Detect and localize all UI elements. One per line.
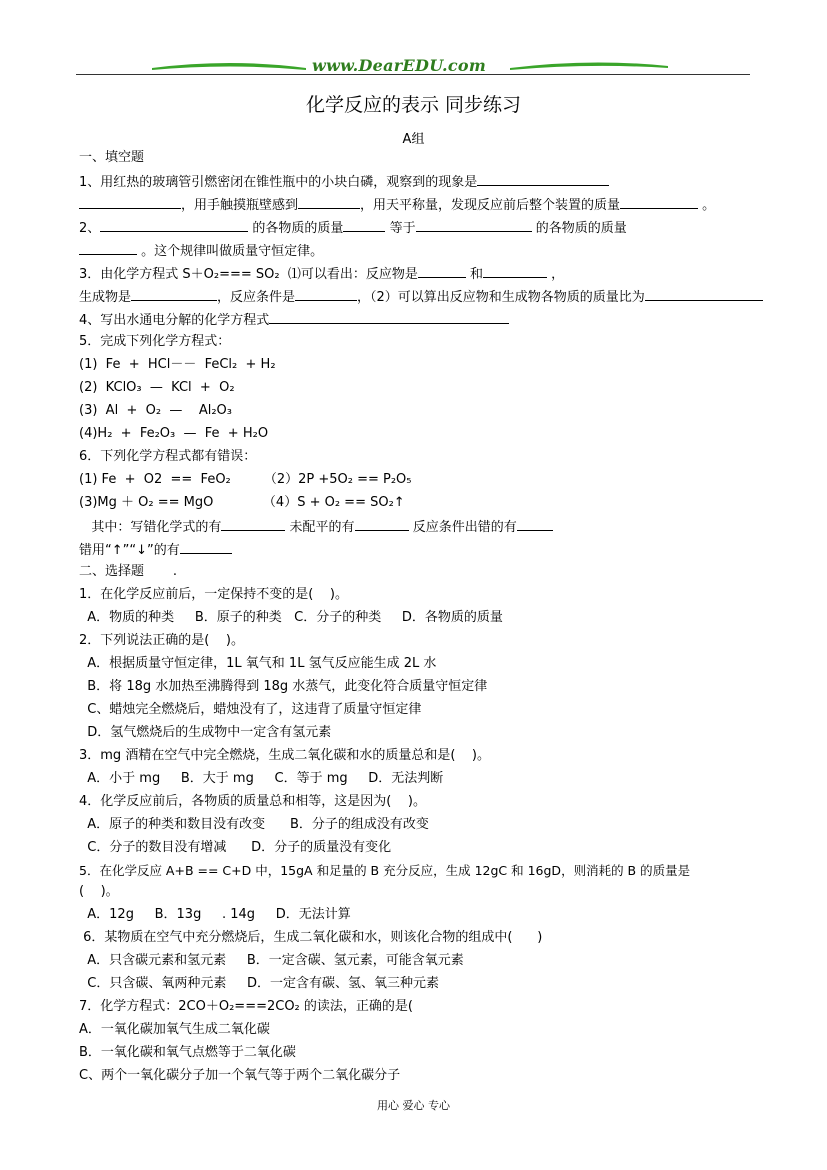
equation-line: (3)Mg ＋ O₂ == MgO （4）S + O₂ == SO₂↑ [79,495,405,510]
equation-line: (4)H₂ + Fe₂O₃ — Fe + H₂O [79,426,269,441]
equation-line: (1) Fe + O2 == FeO₂ （2）2P +5O₂ == P₂O₅ [79,472,412,487]
question-text: ， [551,267,565,282]
options-line: B．一氧化碳和氧气点燃等于二氧化碳 [79,1045,296,1060]
answer-blank [343,219,385,232]
question-text: 其中：写错化学式的有 [79,520,222,535]
question-line [79,288,763,306]
options-line: A．只含碳元素和氢元素 B．一定含碳、氢元素，可能含氧元素 [79,953,464,968]
question-line: 6．某物质在空气中充分燃烧后，生成二氧化碳和水，则该化合物的组成中( ) [79,930,543,945]
question-line [79,242,323,260]
header-rule [76,74,750,75]
options-line: D．氢气燃烧后的生成物中一定含有氢元素 [79,725,332,740]
question-text: ，用手触摸瓶壁感到 [181,198,299,213]
question-line [79,311,509,329]
question-text: ，（2）可以算出反应物和生成物各物质的质量比为 [357,290,645,305]
options-line: A．一氧化碳加氧气生成二氧化碳 [79,1022,270,1037]
question-line: 6．下列化学方程式都有错误： [79,449,257,464]
question-line: 1．在化学反应前后，一定保持不变的是( )。 [79,587,348,602]
options-line: C．只含碳、氧两种元素 D．一定含有碳、氢、氧三种元素 [79,976,440,991]
options-line: A．12g B．13g . 14g D．无法计算 [79,907,351,922]
question-text: 。 [702,198,716,213]
page-title: 化学反应的表示 同步练习 [305,94,522,116]
answer-blank [418,265,466,278]
question-line [79,541,232,559]
answer-blank [620,196,698,209]
equation-line: (1) Fe + HCl－－ FeCl₂ + H₂ [79,357,276,372]
equation-line: (2) KClO₃ — KCl + O₂ [79,380,235,395]
question-text: 4、写出水通电分解的化学方程式 [79,313,270,328]
options-line: C、蜡烛完全燃烧后，蜡烛没有了，这违背了质量守恒定律 [79,702,422,717]
question-text: 等于 [389,221,416,236]
question-text: 2、 [79,221,101,236]
question-line [79,219,627,237]
options-line: C、两个一氧化碳分子加一个氧气等于两个二氧化碳分子 [79,1068,401,1083]
answer-blank [298,196,360,209]
options-line: A．物质的种类 B．原子的种类 C．分子的种类 D．各物质的质量 [79,610,503,625]
question-line: 5．在化学反应 A+B == C+D 中，15gA 和足量的 B 充分反应，生成 12gC 和 16gD，则消耗的 B 的质量是 [79,863,691,878]
answer-blank [416,219,532,232]
answer-blank [180,541,232,554]
question-text: 反应条件出错的有 [412,520,517,535]
question-text: ，反应条件是 [217,290,296,305]
question-text: 未配平的有 [289,520,355,535]
question-text: 生成物是 [79,290,132,305]
question-text: 。这个规律叫做质量守恒定律。 [141,244,324,259]
equation-line: (3) Al + O₂ — Al₂O₃ [79,403,233,418]
options-line: A．小于 mg B．大于 mg C．等于 mg D．无法判断 [79,771,444,786]
question-text: 错用“↑”“↓”的有 [79,543,180,558]
question-line [79,173,609,191]
answer-blank [131,288,217,301]
answer-blank [79,242,137,255]
question-line: 4．化学反应前后，各物质的质量总和相等，这是因为( )。 [79,794,426,809]
question-line [79,265,564,283]
question-text: 和 [470,267,484,282]
answer-blank [483,265,547,278]
answer-blank [355,518,409,531]
question-line [79,196,715,214]
section-heading: 一、填空题 [79,150,145,165]
logo-text: www.DearEDU.com [312,56,487,75]
question-line: 7．化学方程式：2CO＋O₂===2CO₂ 的读法，正确的是( [79,999,413,1014]
answer-blank [295,288,357,301]
answer-blank [645,288,763,301]
options-line: A．根据质量守恒定律，1L 氧气和 1L 氢气反应能生成 2L 水 [79,656,437,671]
answer-blank [477,173,609,186]
question-line: ( )。 [79,884,119,899]
question-text: 的各物质的质量 [252,221,344,236]
question-line: 2．下列说法正确的是( )。 [79,633,244,648]
question-text: 1、用红热的玻璃管引燃密闭在锥性瓶中的小块白磷，观察到的现象是 [79,175,478,190]
question-line: 5．完成下列化学方程式： [79,334,231,349]
options-line: C．分子的数目没有增减 D．分子的质量没有变化 [79,840,392,855]
answer-blank [221,518,285,531]
question-line: 3．mg 酒精在空气中完全燃烧，生成二氧化碳和水的质量总和是( )。 [79,748,490,763]
options-line: B．将 18g 水加热至沸腾得到 18g 水蒸气，此变化符合质量守恒定律 [79,679,488,694]
question-text: 的各物质的质量 [535,221,627,236]
answer-blank [517,518,553,531]
header-logo [150,54,670,80]
question-text: ，用天平称量，发现反应前后整个装置的质量 [360,198,621,213]
answer-blank [269,311,509,324]
group-label: A组 [402,132,425,147]
page-footer: 用心 爱心 专心 [377,1099,450,1112]
section-heading: 二、选择题 . [79,564,178,579]
answer-blank [100,219,248,232]
answer-blank [79,196,181,209]
question-line [79,518,553,536]
options-line: A．原子的种类和数目没有改变 B．分子的组成没有改变 [79,817,429,832]
question-text: 3．由化学方程式 S＋O₂=== SO₂ ⑴可以看出：反应物是 [79,267,418,282]
